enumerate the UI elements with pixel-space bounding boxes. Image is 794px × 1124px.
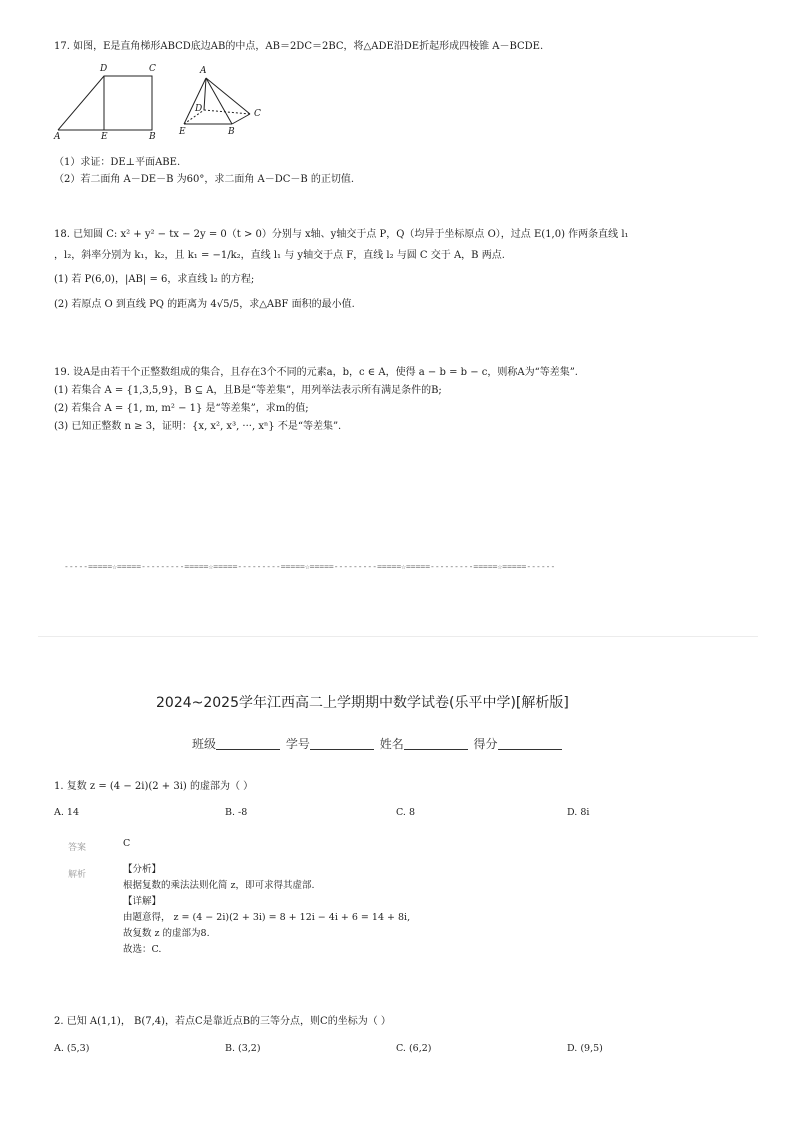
q17-stem: 17. 如图，E是直角梯形ABCD底边AB的中点，AB＝2DC＝2BC，将△ADE沿DE折起形成四棱锥 A－BCDE. (54, 41, 544, 52)
analysis-line: 【详解】 (123, 896, 162, 907)
student-info-fields (192, 735, 564, 752)
q17-part2: （2）若二面角 A－DE－B 为60°，求二面角 A－DC－B 的正切值. (54, 174, 355, 185)
pyramid-diagram (176, 66, 266, 142)
q2-stem: 2. 已知 A(1,1)， B(7,4)，若点C是靠近点B的三等分点，则C的坐标为（ ） (54, 1016, 391, 1027)
q2-option-b: B. (3,2) (225, 1043, 261, 1054)
pyramid-figure (176, 66, 266, 142)
field-class: 班级 (192, 737, 217, 751)
q2-option-a: A. (5,3) (54, 1043, 90, 1054)
answer-key-label: 答案 (68, 843, 87, 853)
page-divider (38, 636, 758, 637)
q1-stem: 1. 复数 z = (4 − 2i)(2 + 3i) 的虚部为（ ） (54, 781, 254, 792)
field-id: 学号 (285, 737, 310, 751)
q19-part1: (1) 若集合 A = {1,3,5,9}，B ⊆ A，且B是“等差集”，用列举法表示所有满足条件的B; (54, 385, 442, 396)
field-name-blank[interactable] (404, 738, 468, 750)
q19-part2: (2) 若集合 A = {1, m, m² − 1} 是“等差集”，求m的值; (54, 403, 309, 414)
pyramid-point-d-label: D (195, 104, 203, 114)
q2-option-c: C. (6,2) (396, 1043, 432, 1054)
q19-part3: (3) 已知正整数 n ≥ 3，证明：{x, x², x³, ···, xⁿ} 不是“等差集”. (54, 421, 342, 432)
point-b-label: B (149, 132, 156, 142)
point-c-label: C (149, 64, 156, 74)
exam-title: 2024~2025学年江西高二上学期期中数学试卷(乐平中学)[解析版] (156, 695, 569, 711)
answer-value: C (123, 838, 131, 849)
field-score-blank[interactable] (498, 738, 562, 750)
field-name: 姓名 (379, 737, 404, 751)
point-a-label: A (54, 132, 61, 142)
pyramid-point-b-label: B (228, 127, 235, 137)
analysis-line: 【分析】 (123, 864, 162, 875)
analysis-line: 故选：C. (123, 944, 162, 955)
q2-option-d: D. (9,5) (567, 1043, 603, 1054)
field-id-blank[interactable] (310, 738, 374, 750)
point-d-label: D (100, 64, 108, 74)
q1-option-c: C. 8 (396, 807, 416, 818)
field-score: 得分 (473, 737, 498, 751)
analysis-key-label: 解析 (68, 870, 87, 880)
q18-part1: (1) 若 P(6,0)，|AB| = 6，求直线 l₂ 的方程; (54, 274, 255, 285)
analysis-line: 故复数 z 的虚部为8. (123, 928, 210, 939)
q19-stem: 19. 设A是由若干个正整数组成的集合，且存在3个不同的元素a，b，c ∈ A，使得 a − b = b − c，则称A为“等差集”. (54, 367, 578, 378)
pyramid-point-e-label: E (179, 127, 186, 137)
q18-line1: 18. 已知圆 C: x² + y² − tx − 2y = 0（t > 0）分别与 x轴、y轴交于点 P，Q（均异于坐标原点 O），过点 E(1,0) 作两条直线 l₁ (54, 229, 629, 240)
point-e-label: E (101, 132, 108, 142)
pyramid-point-a-label: A (200, 66, 207, 76)
q1-option-b: B. -8 (225, 807, 248, 818)
analysis-line: 由题意得， z = (4 − 2i)(2 + 3i) = 8 + 12i − 4i + 6 = 14 + 8i, (123, 912, 411, 923)
pyramid-point-c-label: C (254, 109, 261, 119)
q1-option-d: D. 8i (567, 807, 590, 818)
analysis-line: 根据复数的乘法法则化简 z，即可求得其虚部. (123, 880, 315, 891)
section-separator: -----=====☆=====---------=====☆=====---------=====☆=====---------=====☆=====---------=====☆=====------ (64, 562, 556, 571)
analysis-block (123, 862, 410, 958)
q17-part1: （1）求证：DE⊥平面ABE. (54, 157, 181, 168)
q18-part2: (2) 若原点 O 到直线 PQ 的距离为 4√5/5，求△ABF 面积的最小值. (54, 299, 355, 310)
q18-line2: ，l₂，斜率分别为 k₁，k₂，且 k₁ = −1/k₂，直线 l₁ 与 y轴交于点 F，直线 l₂ 与圆 C 交于 A，B 两点. (54, 250, 505, 261)
q1-option-a: A. 14 (54, 807, 79, 818)
field-class-blank[interactable] (216, 738, 280, 750)
trapezoid-figure (52, 62, 162, 144)
